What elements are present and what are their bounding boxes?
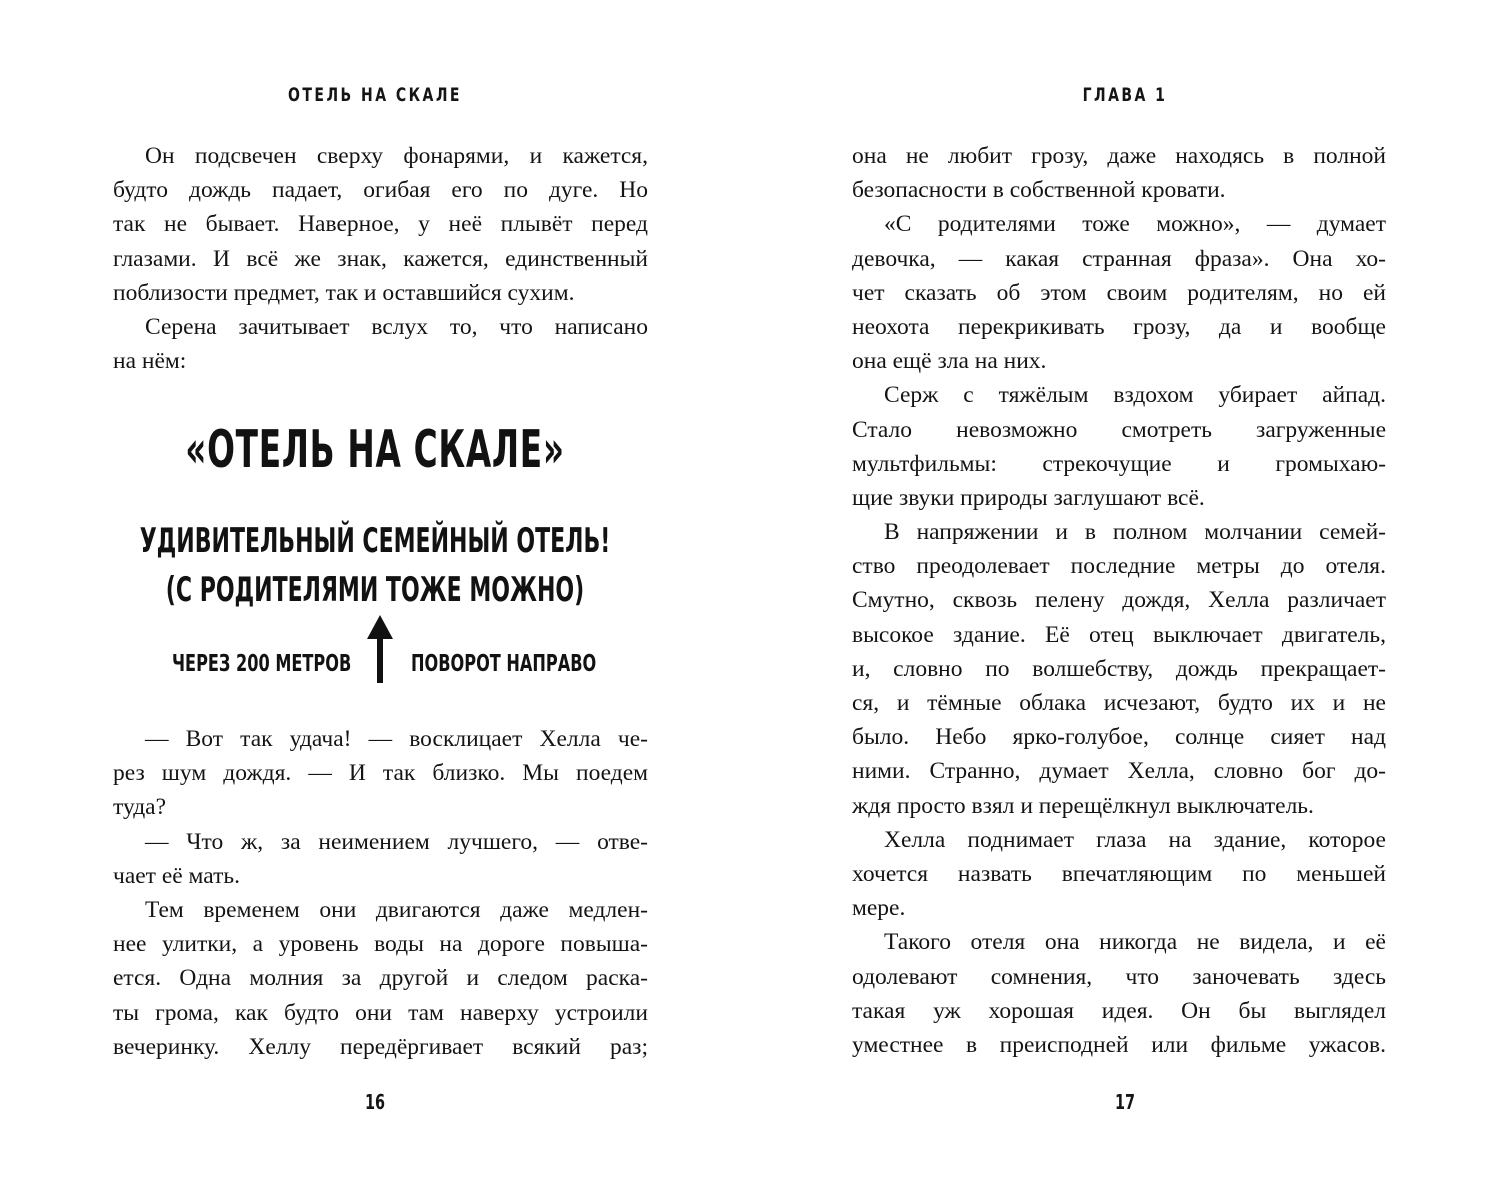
text-line: ство преодолевает последние метры до отеля. [852,553,1386,580]
text-line: и, словно по волшебству, дождь прекращает- [852,655,1386,682]
text-line: уместнее в преисподней или фильме ужасов. [852,1031,1386,1058]
text-line: безопасности в собственной кровати. [852,177,1226,204]
text-line: Тем временем они двигаются даже медлен- [145,896,648,923]
sign-title: «ОТЕЛЬ НА СКАЛЕ» [185,420,565,480]
text-line: высокое здание. Её отец выключает двигатель, [852,621,1386,648]
text-line: такая уж хорошая идея. Он бы выглядел [852,997,1386,1024]
sign-direction [0,615,750,685]
text-line: — Что ж, за неимением лучшего, — отве- [145,828,648,855]
text-line: ся, и тёмные облака исчезают, будто их и не [852,690,1386,716]
text-line: девочка, — какая странная фраза». Она хо- [852,245,1386,272]
sign-distance: ЧЕРЕЗ 200 МЕТРОВ [172,651,352,677]
sign-subtagline: (С РОДИТЕЛЯМИ ТОЖЕ МОЖНО) [165,570,585,610]
text-line: Серж с тяжёлым вздохом убирает айпад. [884,382,1386,409]
text-line: будто дождь падает, огибая его по дуге. Но [113,177,648,204]
text-line: мере. [852,895,906,922]
text-line: «С родителями тоже можно», — думает [884,211,1386,238]
text-line: туда? [113,794,167,821]
text-line: Такого отеля она никогда не видела, и её [884,929,1386,956]
text-line: она не любит грозу, даже находясь в полной [852,143,1386,169]
text-line: нее улитки, а уровень воды на дороге повыша- [113,931,648,958]
running-head-left: ОТЕЛЬ НА СКАЛЕ [288,84,462,106]
sign-turn: ПОВОРОТ НАПРАВО [411,651,597,677]
text-line: хочется назвать впечатляющим по меньшей [852,860,1386,887]
text-line: Серена зачитывает вслух то, что написано [145,313,648,340]
text-line: — Вот так удача! — восклицает Хелла че- [145,726,648,752]
text-line: Хелла поднимает глаза на здание, которое [884,826,1386,853]
page-number-right: 17 [1114,1090,1136,1114]
left-text-bottom [113,722,648,1064]
text-line: ты грома, как будто они там наверху устроили [113,999,648,1026]
text-line: поблизости предмет, так и оставшийся сухим. [113,279,575,306]
arrow-up-icon [366,615,394,683]
text-line: Стало невозможно смотреть загруженные [852,416,1386,443]
text-line: было. Небо ярко-голубое, солнце сияет над [852,724,1386,751]
left-text-top [113,139,648,378]
text-line: чет сказать об этом своим родителям, но ей [852,279,1386,306]
text-line: Он подсвечен сверху фонарями, и кажется, [145,143,648,169]
text-line: В напряжении и в полном молчании семей- [884,519,1386,546]
page-number-left: 16 [364,1090,386,1114]
text-line: ними. Странно, думает Хелла, словно бог до- [852,758,1386,785]
right-text [852,139,1386,1062]
text-line: мультфильмы: стрекочущие и громыхаю- [852,450,1386,477]
text-line: она ещё зла на них. [852,348,1047,375]
text-line: Смутно, сквозь пелену дождя, Хелла различает [852,587,1386,614]
text-line: так не бывает. Наверное, у неё плывёт перед [113,211,648,238]
text-line: одолевают сомнения, что заночевать здесь [852,963,1386,990]
text-line: неохота перекрикивать грозу, да и вообще [852,313,1386,340]
text-line: вечеринку. Хеллу передёргивает всякий раз; [113,1033,648,1060]
sign-tagline: УДИВИТЕЛЬНЫЙ СЕМЕЙНЫЙ ОТЕЛЬ! [139,521,611,561]
text-line: ждя просто взял и перещёлкнул выключатель. [852,792,1314,819]
text-line: ется. Одна молния за другой и следом раска- [113,965,648,992]
text-line: чает её мать. [113,862,240,889]
text-line: на нём: [113,348,187,375]
text-line: рез шум дождя. — И так близко. Мы поедем [113,760,648,787]
right-page [750,0,1500,1200]
running-head-right: ГЛАВА 1 [1082,84,1168,106]
text-line: щие звуки природы заглушают всё. [852,484,1205,511]
text-line: глазами. И всё же знак, кажется, единственный [113,245,648,272]
